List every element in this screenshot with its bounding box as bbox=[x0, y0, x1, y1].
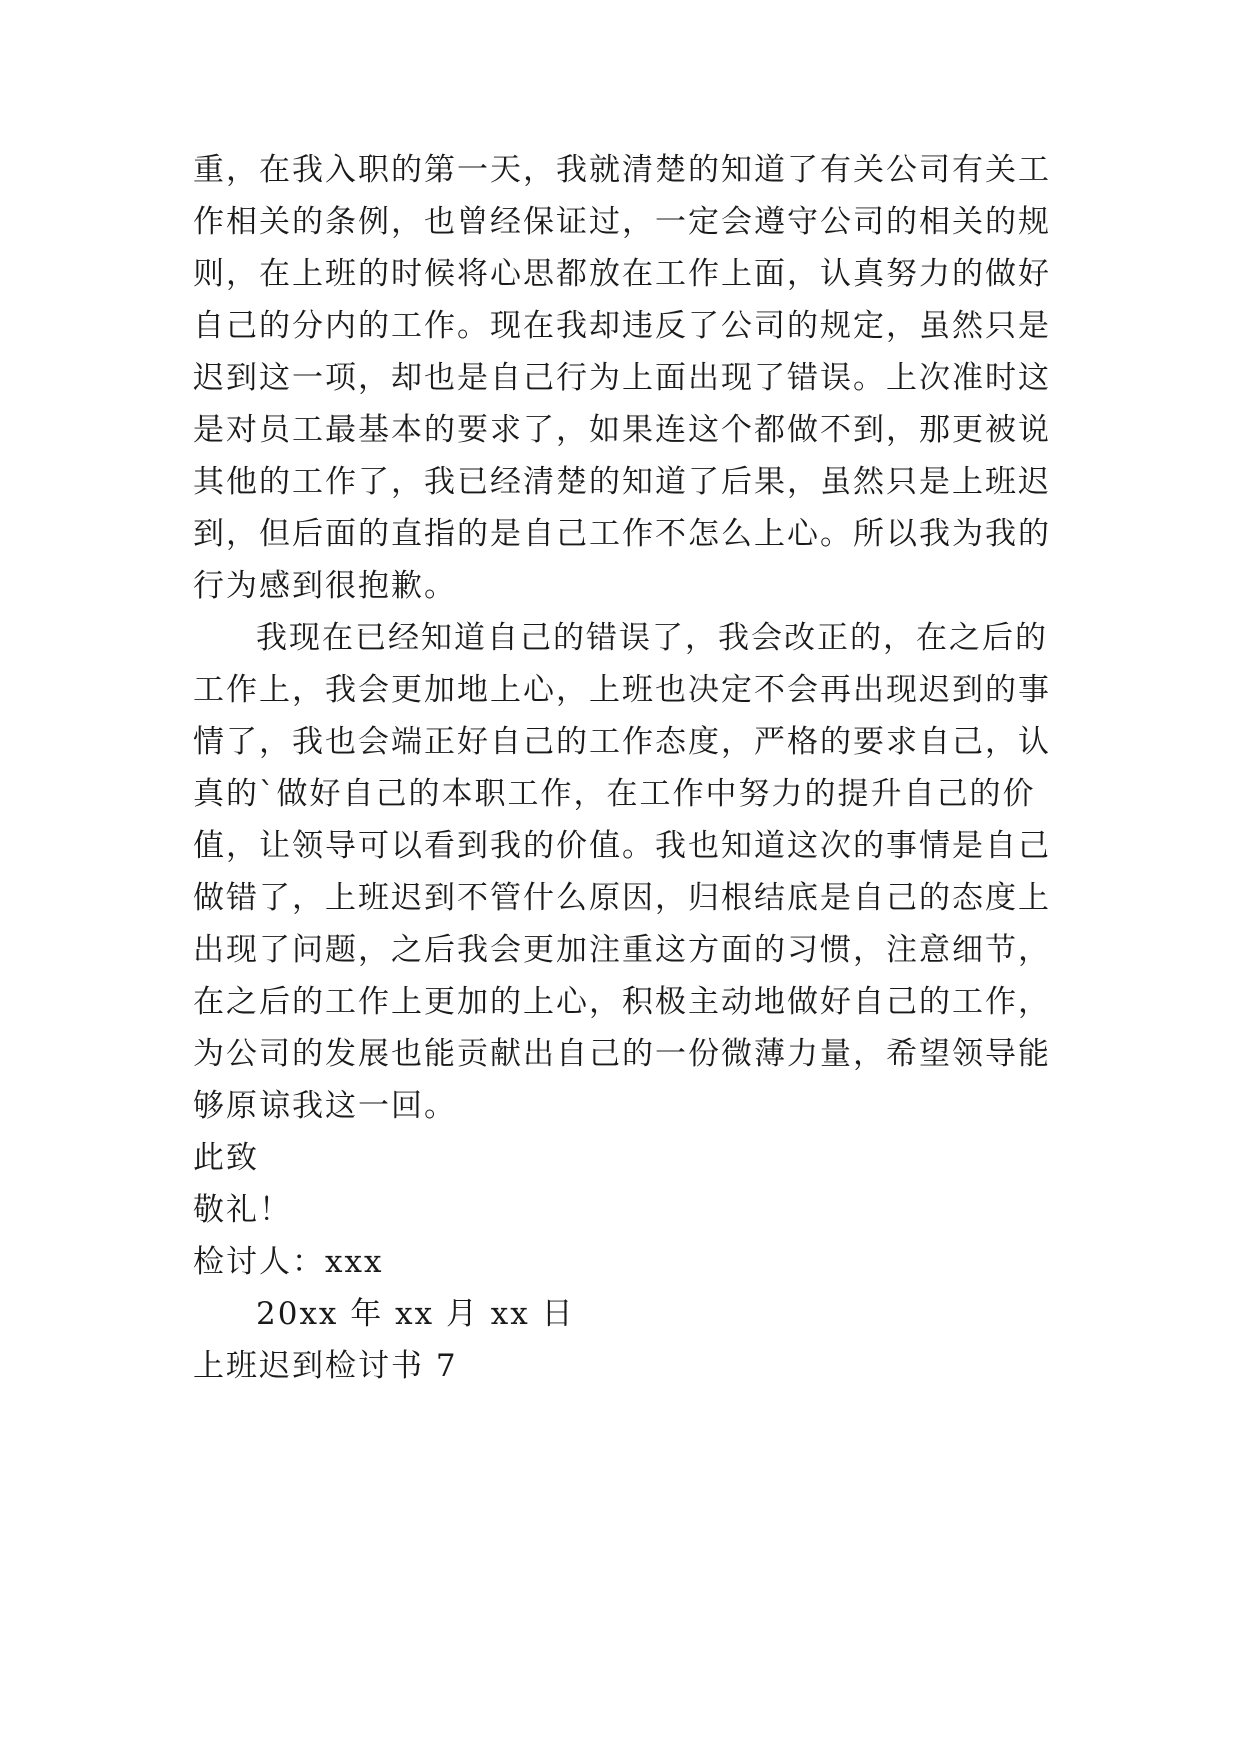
text-line: 则，在上班的时候将心思都放在工作上面，认真努力的做好 bbox=[193, 256, 1051, 292]
text-line: 为公司的发展也能贡献出自己的一份微薄力量，希望领导能 bbox=[193, 1036, 1051, 1072]
text-line: 行为感到很抱歉。 bbox=[193, 568, 457, 604]
text-line: 够原谅我这一回。 bbox=[193, 1088, 457, 1124]
section-title: 上班迟到检讨书 7 bbox=[193, 1348, 458, 1384]
text-line: 工作上，我会更加地上心，上班也决定不会再出现迟到的事 bbox=[193, 672, 1051, 708]
text-line: 迟到这一项，却也是自己行为上面出现了错误。上次准时这 bbox=[193, 360, 1051, 396]
text-line: 做错了，上班迟到不管什么原因，归根结底是自己的态度上 bbox=[193, 880, 1051, 916]
text-line: 自己的分内的工作。现在我却违反了公司的规定，虽然只是 bbox=[193, 308, 1051, 344]
text-line: 重，在我入职的第一天，我就清楚的知道了有关公司有关工 bbox=[193, 152, 1051, 188]
text-line: 是对员工最基本的要求了，如果连这个都做不到，那更被说 bbox=[193, 412, 1051, 448]
date-line: 20xx 年 xx 月 xx 日 bbox=[256, 1296, 575, 1332]
text-line: 其他的工作了，我已经清楚的知道了后果，虽然只是上班迟 bbox=[193, 464, 1051, 500]
text-line: 我现在已经知道自己的错误了，我会改正的，在之后的 bbox=[256, 620, 1048, 656]
signature-line: 检讨人：xxx bbox=[193, 1244, 384, 1280]
text-line: 值，让领导可以看到我的价值。我也知道这次的事情是自己 bbox=[193, 828, 1051, 864]
closing-regards: 敬礼！ bbox=[193, 1192, 292, 1228]
text-line: 出现了问题，之后我会更加注重这方面的习惯，注意细节， bbox=[193, 932, 1051, 968]
text-line: 情了，我也会端正好自己的工作态度，严格的要求自己，认 bbox=[193, 724, 1051, 760]
text-line: 作相关的条例，也曾经保证过，一定会遵守公司的相关的规 bbox=[193, 204, 1051, 240]
text-line: 在之后的工作上更加的上心，积极主动地做好自己的工作， bbox=[193, 984, 1051, 1020]
closing-salutation: 此致 bbox=[193, 1140, 259, 1176]
text-line: 到，但后面的直指的是自己工作不怎么上心。所以我为我的 bbox=[193, 516, 1051, 552]
text-line: 真的`做好自己的本职工作，在工作中努力的提升自己的价 bbox=[193, 776, 1036, 812]
